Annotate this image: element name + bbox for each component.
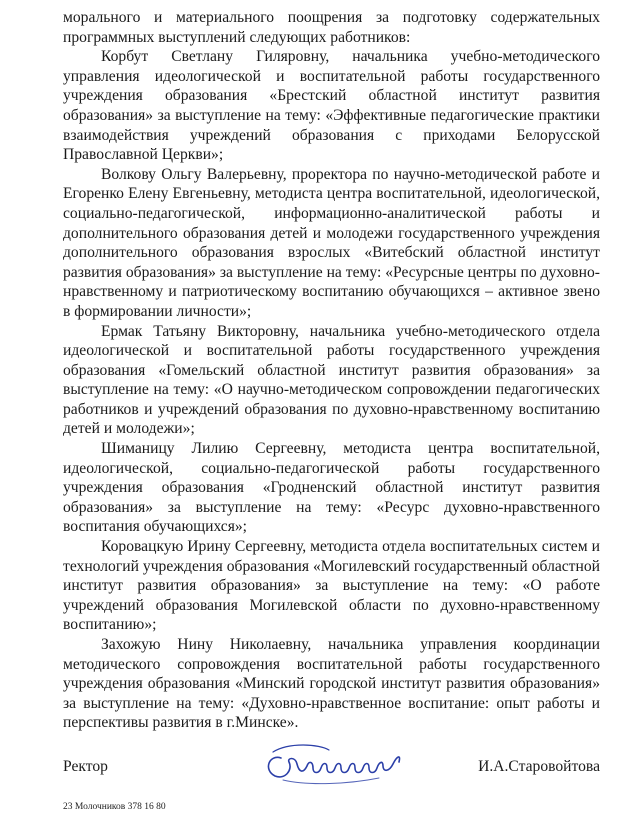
signature-block — [63, 748, 600, 788]
executor-footer: 23 Молочников 378 16 80 — [63, 802, 166, 812]
paragraph-ermak: Ермак Татьяну Викторовну, начальника учебно-методического отдела идеологической и воспитательной работы государственного учреждения образования «Гомельский областной институт развития образования» за выступление на тему: «О научно-методическом сопровождении педагогических работников и учреждений образования по духовно-нравственному воспитанию детей и молодежи»; — [63, 322, 600, 438]
signer-name: И.А.Старовойтова — [478, 758, 600, 775]
document-body — [63, 8, 600, 733]
paragraph-volkova: Волкову Ольгу Валерьевну, проректора по научно-методической работе и Егоренко Елену Евгеньевну, методиста центра воспитательной, идеологической, социально-педагогической, информационно-аналитической работы и дополнительного образования детей и молодежи государственного учреждения дополнительного образования взрослых «Витебский областной институт развития образования» за выступление на тему: «Ресурсные центры по духовно-нравственному и патриотическому воспитанию обучающихся – активное звено в формировании личности»; — [63, 165, 600, 320]
position-title: Ректор — [63, 758, 108, 775]
paragraph-shimanitsa: Шиманицу Лилию Сергеевну, методиста центра воспитательной, идеологической, социально-педагогической работы государственного учреждения образования «Гродненский областной институт развития образования» за выступление на тему: «Ресурс духовно-нравственного воспитания обучающихся»; — [63, 440, 600, 536]
paragraph-zakhozhaya: Захожую Нину Николаевну, начальника управления координации методического сопровождения воспитательной работы государственного учреждения образования «Минский городской институт развития образования» за выступление на тему: «Духовно-нравственное воспитание: опыт работы и перспективы развития в г.Минске». — [63, 636, 600, 732]
paragraph-korovatskaya: Коровацкую Ирину Сергеевну, методиста отдела воспитательных систем и технологий учреждения образования «Могилевский государственный областной институт развития образования» за выступление на тему: «О работе учреждений образования Могилевской области по духовно-нравственному воспитанию»; — [63, 538, 600, 634]
paragraph-intro: морального и материального поощрения за подготовку содержательных программных выступлений следующих работников: — [63, 9, 600, 46]
handwritten-signature — [259, 740, 409, 790]
paragraph-korbut: Корбут Светлану Гиляровну, начальника учебно-методического управления идеологической и воспитательной работы государственного учреждения образования «Брестский областной институт развития образования» за выступление на тему: «Эффективные педагогические практики взаимодействия учреждений образования с приходами Белорусской Православной Церкви»; — [63, 48, 600, 164]
